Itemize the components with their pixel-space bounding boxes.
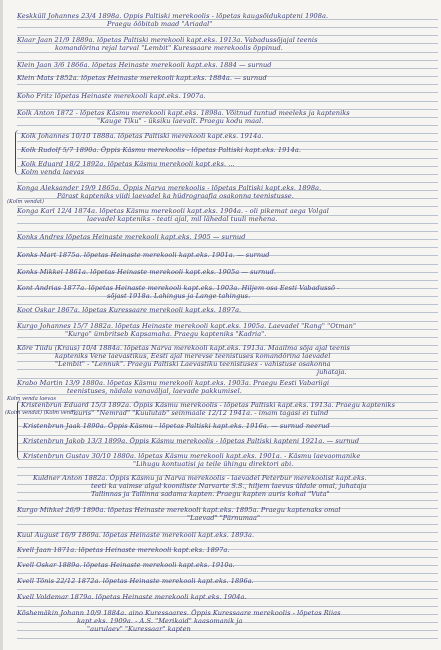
entry-klaar-jaan [17, 36, 318, 52]
entry-line: Kvell Tõnis 22/12 1872a. lõpetas Heinaste merekooli kapt.eks. 1896a. [17, 577, 254, 585]
entry-line: Koho Fritz lõpetas Heinaste merekooli kapt.eks. 1907a. [17, 92, 206, 100]
entry-klein-jaan [17, 61, 272, 69]
entry-kolk-eduard [21, 160, 235, 176]
entry-koshemakin-johann [17, 609, 341, 633]
entry-line: "Lihugu kontuatisi ja teile ühingu direktori abi. [133, 460, 294, 468]
entry-konks-andres [17, 233, 245, 241]
ruled-line [17, 158, 438, 159]
entry-koot-oskar [17, 306, 241, 314]
entry-kont-andrias [17, 284, 339, 300]
ruled-line [17, 435, 438, 436]
entry-line: laevadel kapteniks - teati ajal, mil lähedal tuuli mehena. [87, 215, 278, 223]
ruled-line [17, 141, 438, 142]
margin-note: (Kolm vendat) (Kolm vend) [5, 410, 76, 416]
ruled-line [17, 280, 438, 281]
entry-kolk-anton [17, 109, 350, 125]
entry-kvell-voldemar [17, 593, 247, 601]
entry-line: Kõre Tiidu (Kraus) 10/4 1884a. lõpetas Narva merekooli kapt.eks. 1913a. Maailma sõja ajal teenis [17, 344, 350, 352]
entry-line: Kristenbrun Gustav 30/10 1880a. lõpetas Käsmu merekooli kapt.eks. 1901a. - Käsmu laevaomanike [23, 452, 361, 460]
entry-line: juhataja. [317, 368, 347, 376]
ruled-line [17, 573, 438, 574]
entry-kristenbrun-jakob [23, 437, 359, 445]
entry-kuldner-anton [21, 474, 367, 498]
entry-line: Konks Andres lõpetas Heinaste merekooli kapt.eks. 1905 — surnud [17, 233, 246, 241]
entry-line: Konga Karl 12/4 1874a. lõpetas Käsmu merekooli kapt.eks. 1904a. - oli pikemat aega Volgal [17, 207, 329, 215]
entry-line: Kristenbrun Jaak 1890a. Õppis Käsmu - lõpetas Paltiski kapt.eks. 1916a. — surnud neerud [23, 422, 330, 430]
entry-line: Konks Mart 1875a. lõpetas Heinaste merekooli kapt.eks. 1901a. — surnud [17, 251, 270, 259]
entry-kristenbrun-eduard [21, 401, 395, 417]
entry-line: Klaar Jaan 21/9 1889a. lõpetas Paltiski merekooli kapt.eks. 1913a. Vabadussõjajal teenis [17, 36, 318, 44]
entry-kuul-august [17, 531, 254, 539]
entry-kore-tiidu [17, 344, 350, 376]
entry-keskkull-johannes [17, 12, 328, 28]
entry-line: teeti ka vaimse algul kooniliste Narvarte S.S., hiljem laevus üldale omal, juhataja [91, 482, 367, 490]
entry-kurgo-johannes [17, 322, 356, 338]
ruled-line [17, 52, 438, 53]
entry-line: Kõshemäkin Johann 10/9 1884a. aino Kuressaares. Õppis Kuressaare merekoolis - lõpetas Riias [17, 609, 341, 617]
entry-kolk-johannes [21, 132, 264, 140]
entry-line: komandörina rejal tarval "Lembit" Kuressaare merekoolis õppinud. [55, 44, 283, 52]
entry-konks-mart [17, 251, 270, 259]
ruled-line [17, 264, 438, 265]
ruled-line [17, 125, 438, 126]
ruled-line [17, 247, 438, 248]
ruled-line [17, 541, 438, 542]
entry-line: Klein Jaan 3/6 1866a. lõpetas Heinaste merekooli kapt.eks. 1884 — surnud [17, 61, 272, 69]
entry-klein-mats [17, 74, 267, 82]
entry-line: Tallinnas ja Tallinna sadama kapten. Praegu kapten auris kohal "Vuta" [91, 490, 330, 498]
entry-line: Krabo Martin 13/9 1880a. lõpetas Käsmu merekooli kapt.eks. 1903a. Praegu Eesti Vabariigi [17, 379, 330, 387]
entry-line: Kurgo Johannes 15/7 1882a. lõpetas Heinaste merekooli kapt.eks. 1905a. Laevadel "Rang" "Otman" [17, 322, 357, 330]
entry-line: "Laevad" "Pärnumaa" [187, 514, 261, 522]
margin-note: (Kolm vendat) [7, 199, 44, 205]
ruled-line [17, 524, 438, 525]
ruled-line [17, 606, 438, 607]
entry-konga-karl [17, 207, 329, 223]
entry-konga-aleksander [17, 184, 321, 200]
ruled-line [17, 223, 438, 224]
entry-line: Kuul August 16/9 1869a. lõpetas Heinaste merekooli kapt.eks. 1893a. [17, 531, 255, 539]
ruled-line [17, 101, 438, 102]
entry-line: Pärast kapteniks viidi laevadel ka hüdrograafia osakonna teenistusse. [57, 192, 294, 200]
ruled-line [17, 231, 438, 232]
ruled-line [17, 304, 438, 305]
entry-line: "Lembit" - "Lennuk". Praegu Paltiski Laevastiku teenistuses - vahistuse osakonna [55, 360, 331, 368]
ruled-line [17, 84, 438, 85]
entry-kvell-oskar [17, 561, 235, 569]
entry-line: Keskküll Johannes 23/4 1898a. Oppis Paltiski merekoolis - lõpetas kaugsõidukapteni 1908a. [17, 12, 329, 20]
entry-line: Kvell Voldemar 1879a. lõpetas Heinaste merekooli kapt.eks. 1904a. [17, 593, 247, 601]
entry-line: Kristenbrun Eduard 15/3 1892a. Õppis Käsmu merekoolis - lõpetas Paltiski kapt.eks. 1913a. Praegu kapteniks [21, 401, 396, 409]
entry-line: Kvell Oskar 1889a. lõpetas Heinaste merekooli kapt.eks. 1910a. [17, 561, 235, 569]
ruled-line [17, 182, 438, 183]
entry-line: Kont Andrias 1877a. lõpetas Heinaste merekooli kapt.eks. 1903a. Hiljem osa Eesti Vabadussõ - [17, 284, 340, 292]
entry-line: Kolk Anton 1872 - lõpetas Käsmu merekooli kapt.eks. 1898a. Võitnud tuntud meeleks ja kapteniks [17, 109, 350, 117]
entry-line: Kuldner Anton 1882a. Õppis Käsmu ja Narva merekoolis - laevadel Peterbur merekoolist kapt.eks. [33, 474, 367, 482]
entry-line: Klein Mats 1852a. lõpetas Heinaste merekooli kapt.eks. 1884a. — surnud [17, 74, 267, 82]
ruled-line [17, 418, 438, 419]
entry-kvell-tonis [17, 577, 254, 585]
entry-line: kapt.eks. 1909a. - A.S. "Merikaid" kaasomanik ja [77, 617, 243, 625]
entry-line: Kvell Jaan 1871a. lõpetas Heinaste merekooli kapt.eks. 1897a. [17, 546, 230, 554]
entry-kristenbrun-gustav [23, 452, 360, 468]
entry-line: Konga Aleksander 19/9 1865a. Õppis Narva merekoolis - lõpetas Paltiski kapt.eks. 1898a. [17, 184, 322, 192]
entry-line: Konks Mikkel 1861a. lõpetas Heinaste merekooli kapt.eks. 1905a — surnud. [17, 268, 277, 276]
entry-line: "aurulaev" "Kuressaar" kapten [87, 625, 191, 633]
entry-kristenbrun-jaak [23, 422, 330, 430]
entry-line: Kolk Rudolf 5/7 1890a. Õppis Käsmu merekoolis - lõpetas Paltiski kapt.eks. 1914a. [21, 146, 302, 154]
entry-line: "Kauge Tiku" - üksiku laevalt. Praegu kodu maal. [97, 117, 264, 125]
entry-line: Praegu ööbitab maad "Ariadal" [107, 20, 213, 28]
entry-line: Koot Oskar 1867a. lõpetas Kuressaare merekooli kapt.eks. 1897a. [17, 306, 242, 314]
ruled-line [17, 500, 438, 501]
entry-line: Kolm venda laevas [21, 168, 85, 176]
ruled-line [17, 638, 438, 639]
entry-line: "Kurgo" ümbritseb Kapsamaha. Praegu kapteniks "Kadria". [65, 330, 267, 338]
entry-line: "auris" "Nemrad" "Kuulutab" seinmaale 12/12 1941a. - imam tagasi ei tulnd [71, 409, 329, 417]
entry-konks-mikkel [17, 268, 276, 276]
margin-note: Kolm venda laevas [7, 396, 56, 402]
entry-krabo-martin [17, 379, 329, 395]
entry-kurgo-mihkel [17, 506, 341, 522]
entry-kvell-jaan [17, 546, 230, 554]
entry-line: Kolk Eduard 18/2 1892a. lõpetas Käsmu merekooli kapt.eks. ... [21, 160, 235, 168]
entry-line: Kristenbrun Jakob 13/3 1899a. Õppis Käsmu merekoolis - lõpetas Paltiski kapteni 1921a. — surnud [23, 437, 360, 445]
entry-line: sõjast 1918a. Lahingus ja Lange tahingus. [107, 292, 251, 300]
entry-line: Kolk Johannes 10/10 1888a. lõpetas Paltiski merekooli kapt.eks. 1914a. [21, 132, 264, 140]
entry-line: teenistuses, nädala vanaväljal, laevade pakkumisel. [67, 387, 242, 395]
entry-kolk-rudolf [21, 146, 301, 154]
ruled-line [17, 589, 438, 590]
entry-line: kapteniks Vene laevastikus, Eesti ajal merevse teenistuses komandörina laevadel [55, 352, 331, 360]
ruled-line [17, 557, 438, 558]
entry-line: Kurgo Mihkel 26/9 1890a. lõpetas Heinaste merekooli kapt.eks. 1895a. Praegu kaptenaks omal [17, 506, 341, 514]
entry-koho-fritz [17, 92, 206, 100]
